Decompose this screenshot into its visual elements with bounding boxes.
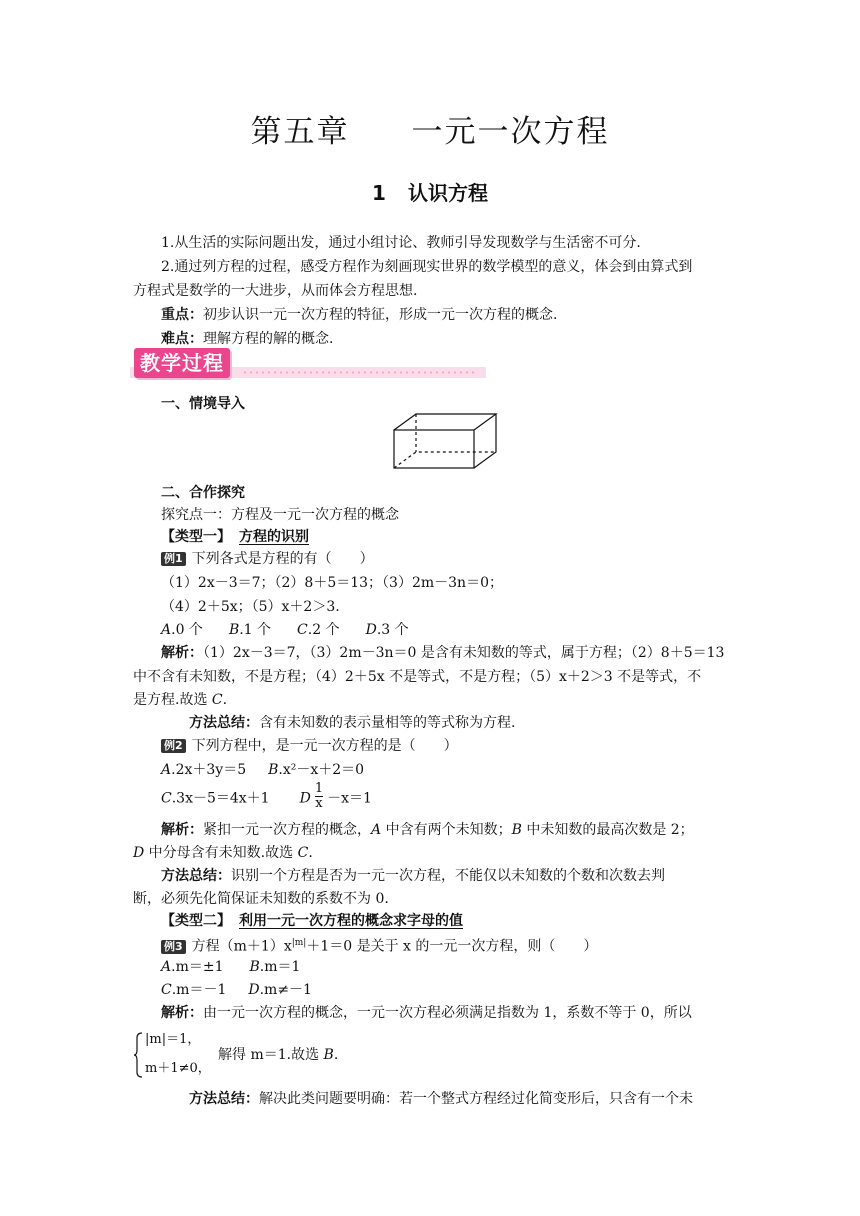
- banner-dots: [242, 370, 478, 375]
- cuboid-front-face: [394, 430, 474, 468]
- example1-analysis-b: 中不含有未知数，不是方程；（4）2＋5x 不是等式，不是方程；（5）x＋2＞3 不是等式，不: [133, 669, 702, 685]
- example1-question: [161, 549, 374, 569]
- teaching-process-banner: [130, 348, 486, 382]
- part2-heading: 二、合作探究: [161, 485, 245, 501]
- example3-badge: 例3: [161, 940, 186, 954]
- key-point-label: 重点：: [161, 307, 203, 323]
- example1-analysis-a: 解析：（1）2x－3＝7，（3）2m－3n＝0 是含有未知数的等式，属于方程；（2）8＋5＝13: [161, 645, 725, 661]
- example1-option-d: D.3 个: [365, 622, 409, 638]
- example1-method: 方法总结：含有未知数的表示量相等的等式称为方程.: [189, 715, 516, 731]
- type2-heading: [161, 911, 463, 931]
- example3-result: 解得 m＝1.故选 B.: [218, 1047, 339, 1063]
- type2-title: 利用一元一次方程的概念求字母的值: [239, 913, 463, 929]
- part1-heading: 一、情境导入: [161, 396, 245, 412]
- example2-question-text: 下列方程中，是一元一次方程的是（ ）: [191, 738, 458, 754]
- type1-label: 【类型一】: [161, 529, 231, 545]
- chapter-label: 第五章: [250, 114, 350, 150]
- example1-analysis-label: 解析：: [161, 645, 203, 661]
- section-number: 1: [372, 181, 386, 205]
- example2-badge: 例2: [161, 739, 186, 753]
- cuboid-top-face: [394, 414, 496, 430]
- example2-method-label: 方法总结：: [161, 868, 231, 884]
- banner-title: 教学过程: [134, 348, 230, 378]
- example1-options: [161, 620, 409, 640]
- example2-analysis-a: 解析：紧扣一元一次方程的概念，A 中含有两个未知数；B 中未知数的最高次数是 2；: [161, 822, 694, 838]
- example1-option-b: B.1 个: [228, 622, 272, 638]
- example1-question-text: 下列各式是方程的有（ ）: [191, 551, 374, 567]
- chapter-name: 一元一次方程: [411, 114, 610, 150]
- example3-question: 例3 方程$(m+1)x^{|m|}+1=0$ 是关于 x 的一元一次方程，则（ ）: [161, 933, 597, 957]
- cuboid-hidden-edges-bottom: [394, 452, 496, 468]
- example1-method-label: 方法总结：: [189, 715, 259, 731]
- system-condition-2: m＋1≠0，: [145, 1061, 211, 1076]
- example3-options-ab: A.m＝±1 B.m＝1: [161, 959, 301, 975]
- type1-heading: [161, 527, 309, 547]
- type1-title: 方程的识别: [239, 529, 309, 545]
- example2-options-ab: A.2x＋3y＝5 B.x²－x＋2＝0: [161, 762, 365, 778]
- type2-label: 【类型二】: [161, 913, 231, 929]
- example3-analysis-a: 解析：由一元一次方程的概念，一元一次方程必须满足指数为 1，系数不等于 0，所以: [161, 1005, 692, 1021]
- example2-method-a: 方法总结：识别一个方程是否为一元一次方程，不能仅以未知数的个数和次数去判: [161, 868, 665, 884]
- objective-2b: 方程式是数学的一大进步，从而体会方程思想.: [133, 283, 418, 299]
- example1-analysis-c: 是方程.故选 C.: [133, 692, 228, 708]
- example2-option-d-fraction: $\frac{1}{x}$: [314, 781, 324, 811]
- example3-options-cd: C.m＝－1 D.m≠－1: [161, 982, 312, 998]
- objective-1: 1.从生活的实际问题出发，通过小组讨论、教师引导发现数学与生活密不可分.: [161, 235, 641, 251]
- example3-analysis-label: 解析：: [161, 1005, 203, 1021]
- example2-options-cd: C.3x－5＝4x＋1 D $\frac{1}{x}$ －x＝1: [161, 781, 372, 811]
- objective-2a: 2.通过列方程的过程，感受方程作为刻画现实世界的数学模型的意义，体会到由算式到: [161, 259, 693, 275]
- exploration-point-1: 探究点一：方程及一元一次方程的概念: [161, 507, 399, 523]
- example1-badge: 例1: [161, 552, 186, 566]
- example2-question: [161, 736, 458, 756]
- key-point: [161, 305, 557, 325]
- example2-analysis-label: 解析：: [161, 822, 203, 838]
- example2-method-b: 断，必须先化简保证未知数的系数不为 0.: [133, 891, 389, 907]
- section-name: 认识方程: [407, 181, 488, 205]
- example2-analysis-b: D 中分母含有未知数.故选 C.: [133, 845, 313, 861]
- difficult-point: [161, 329, 333, 349]
- example1-option-c: C.2 个: [297, 622, 340, 638]
- key-point-text: 初步认识一元一次方程的特征，形成一元一次方程的概念.: [203, 307, 558, 323]
- section-title: [0, 177, 860, 206]
- example1-option-a: A.0 个: [161, 622, 203, 638]
- cuboid-figure: [392, 412, 498, 470]
- system-condition-1: |m|＝1，: [145, 1032, 201, 1047]
- chapter-title: [0, 106, 860, 151]
- example1-items-a: （1）2x－3＝7；（2）8＋5＝13；（3）2m－3n＝0；: [161, 575, 503, 591]
- difficult-point-text: 理解方程的解的概念.: [203, 331, 334, 347]
- example3-method-label: 方法总结：: [189, 1091, 259, 1107]
- example3-method: 方法总结：解决此类问题要明确：若一个整式方程经过化简变形后，只含有一个未: [189, 1091, 693, 1107]
- system-brace: [133, 1032, 143, 1078]
- example1-items-b: （4）2＋5x；（5）x＋2＞3.: [161, 599, 340, 615]
- difficult-point-label: 难点：: [161, 331, 203, 347]
